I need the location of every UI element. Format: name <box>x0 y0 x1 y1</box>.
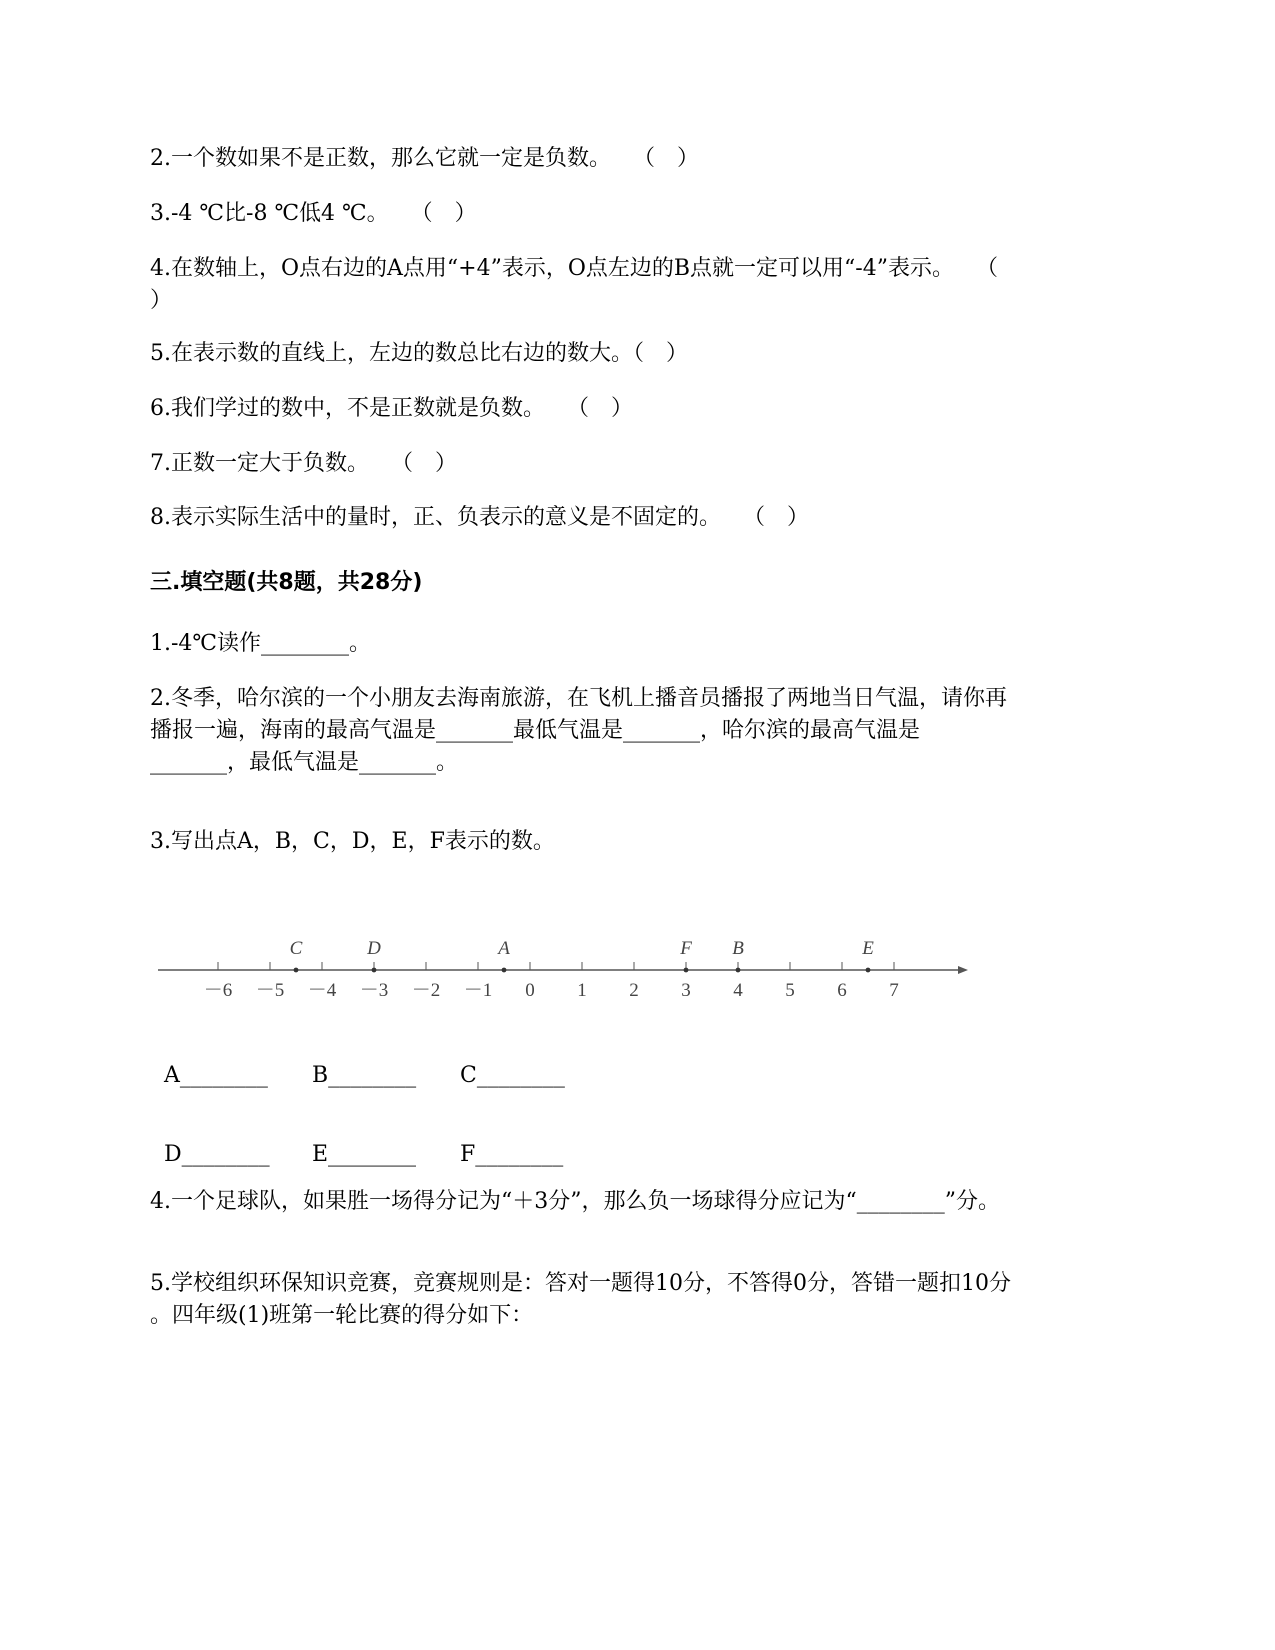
number-line <box>150 930 1010 1010</box>
point-dot <box>736 968 741 973</box>
fill-item-5-line2: 。四年级(1)班第一轮比赛的得分如下： <box>150 1303 534 1328</box>
point-dot <box>372 968 377 973</box>
judge-item-2: 2.一个数如果不是正数，那么它就一定是负数。 （ ） <box>150 146 699 171</box>
judge-item-8: 8.表示实际生活中的量时，正、负表示的意义是不固定的。 （ ） <box>150 505 809 530</box>
tick-label: 1 <box>577 980 587 1001</box>
axis-arrow <box>958 966 968 974</box>
point-label: C <box>289 938 303 959</box>
point-dot <box>502 968 507 973</box>
fill-item-1: 1.-4℃读作________。 <box>150 631 372 656</box>
blank-E: E________ <box>312 1142 417 1167</box>
fill-item-5-line1: 5.学校组织环保知识竞赛，竞赛规则是：答对一题得10分，不答得0分，答错一题扣10分 <box>150 1271 1011 1296</box>
fill-item-3: 3.写出点A，B，C，D，E，F表示的数。 <box>150 829 555 854</box>
section-title: 三.填空题(共8题，共28分) <box>150 570 423 595</box>
answer-row-2 <box>150 1107 563 1171</box>
point-dot <box>684 968 689 973</box>
blank-A: A________ <box>164 1063 268 1088</box>
judge-item-3: 3.-4 ℃比-8 ℃低4 ℃。 （ ） <box>150 201 477 226</box>
point-label: F <box>680 938 692 959</box>
fill-item-2-line2: 播报一遍，海南的最高气温是_______最低气温是_______，哈尔滨的最高气温是 <box>150 718 921 743</box>
judge-item-4: 4.在数轴上，O点右边的A点用“+4”表示，O点左边的B点就一定可以用“-4”表示。 （ <box>150 256 998 281</box>
tick-label: 6 <box>837 980 847 1001</box>
tick-label: －4 <box>307 980 337 1001</box>
tick-label: 5 <box>785 980 795 1001</box>
blank-D: D________ <box>164 1142 270 1167</box>
point-label: B <box>732 938 744 959</box>
fill-item-2-line3: _______，最低气温是_______。 <box>150 750 459 775</box>
tick-label: 2 <box>629 980 639 1001</box>
judge-item-5: 5.在表示数的直线上，左边的数总比右边的数大。（ ） <box>150 341 688 366</box>
blank-F: F________ <box>460 1142 564 1167</box>
judge-item-4-cont: ） <box>150 288 173 313</box>
tick-label: 7 <box>889 980 899 1001</box>
judge-item-7: 7.正数一定大于负数。 （ ） <box>150 451 457 476</box>
point-dot <box>866 968 871 973</box>
tick-label: －3 <box>359 980 389 1001</box>
judge-item-6: 6.我们学过的数中，不是正数就是负数。 （ ） <box>150 396 633 421</box>
point-label: D <box>367 938 381 959</box>
tick-label: 3 <box>681 980 691 1001</box>
tick-label: －2 <box>411 980 441 1001</box>
blank-B: B________ <box>312 1063 417 1088</box>
point-label: E <box>862 938 874 959</box>
fill-item-4: 4.一个足球队，如果胜一场得分记为“＋3分”，那么负一场球得分应记为“________”分。 <box>150 1189 1000 1214</box>
tick-label: 4 <box>733 980 743 1001</box>
point-dot <box>294 968 299 973</box>
number-line-figure <box>150 930 1010 1010</box>
tick-label: －1 <box>463 980 493 1001</box>
tick-label: 0 <box>525 980 535 1001</box>
blank-C: C________ <box>460 1063 565 1088</box>
tick-label: －6 <box>203 980 233 1001</box>
tick-label: －5 <box>255 980 285 1001</box>
fill-item-2-line1: 2.冬季，哈尔滨的一个小朋友去海南旅游，在飞机上播音员播报了两地当日气温，请你再 <box>150 686 1007 711</box>
answer-row-1 <box>150 1028 565 1092</box>
point-label: A <box>498 938 510 959</box>
